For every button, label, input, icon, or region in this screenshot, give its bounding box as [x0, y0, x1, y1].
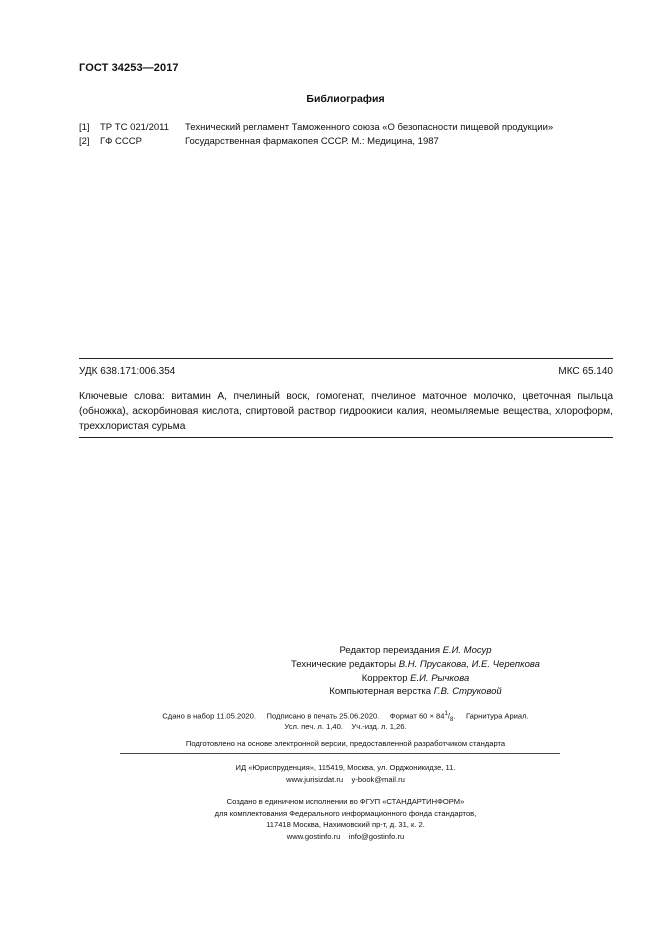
bibliography-item-code: ГФ СССР: [100, 136, 142, 147]
credit-editor: Редактор переиздания Е.И. Мосур: [339, 645, 492, 656]
bibliography-item-number: [2]: [79, 136, 90, 147]
credit-layout: Компьютерная верстка Г.В. Струковой: [329, 686, 502, 698]
top-divider: [79, 358, 613, 359]
bibliography-title: Библиография: [306, 93, 385, 105]
bibliography-item-number: [1]: [79, 122, 90, 133]
print-info-line-2: Усл. печ. л. 1,40. Уч.-изд. л. 1,26.: [284, 722, 407, 731]
publisher-block-1: ИД «Юриспруденция», 115419, Москва, ул. Орджоникидзе, 11. www.jurisizdat.ru y-book@mail.ru: [235, 763, 456, 784]
standard-id: ГОСТ 34253—2017: [79, 62, 179, 74]
keywords: Ключевые слова: витамин А, пчелиный воск, гомогенат, пчелиное маточное молочко, цветочная пыльца (обножка), аскорбиновая кислота, спиртовой раствор гидроокиси калия, неомыляемые вещества, хлороформ, треххлористая сурьма: [79, 391, 613, 432]
print-info-line-1: Сдано в набор 11.05.2020. Подписано в печать 25.06.2020. Формат $60 \times 84^1/_8$. Гарнитура Ариал.: [162, 711, 529, 724]
bottom-divider: [79, 437, 613, 438]
prepared-note: Подготовлено на основе электронной версии, предоставленной разработчиком стандарта: [185, 739, 506, 748]
publisher-divider: [120, 753, 560, 754]
credit-tech-editors: Технические редакторы В.Н. Прусакова, И.Е. Черепкова: [291, 658, 540, 670]
credit-proofreader: Корректор Е.И. Рычкова: [361, 672, 470, 684]
credits: [0, 644, 661, 699]
bibliography-item-text: Государственная фармакопея СССР. М.: Медицина, 1987: [185, 136, 439, 147]
bibliography-item-text: Технический регламент Таможенного союза «О безопасности пищевой продукции»: [185, 122, 554, 133]
udk-code: УДК 638.171:006.354: [79, 366, 176, 377]
bibliography-item-code: ТР ТС 021/2011: [100, 122, 170, 133]
mks-code: МКС 65.140: [558, 366, 613, 377]
publisher-block-2: Создано в единичном исполнении во ФГУП «СТАНДАРТИНФОРМ» для комплектования Федерального информационного фонда стандартов, 117418 Москва, Нахимовский пр-т, д. 31, к. 2. www.gostinfo.ru info@gostinfo.ru: [214, 797, 477, 841]
